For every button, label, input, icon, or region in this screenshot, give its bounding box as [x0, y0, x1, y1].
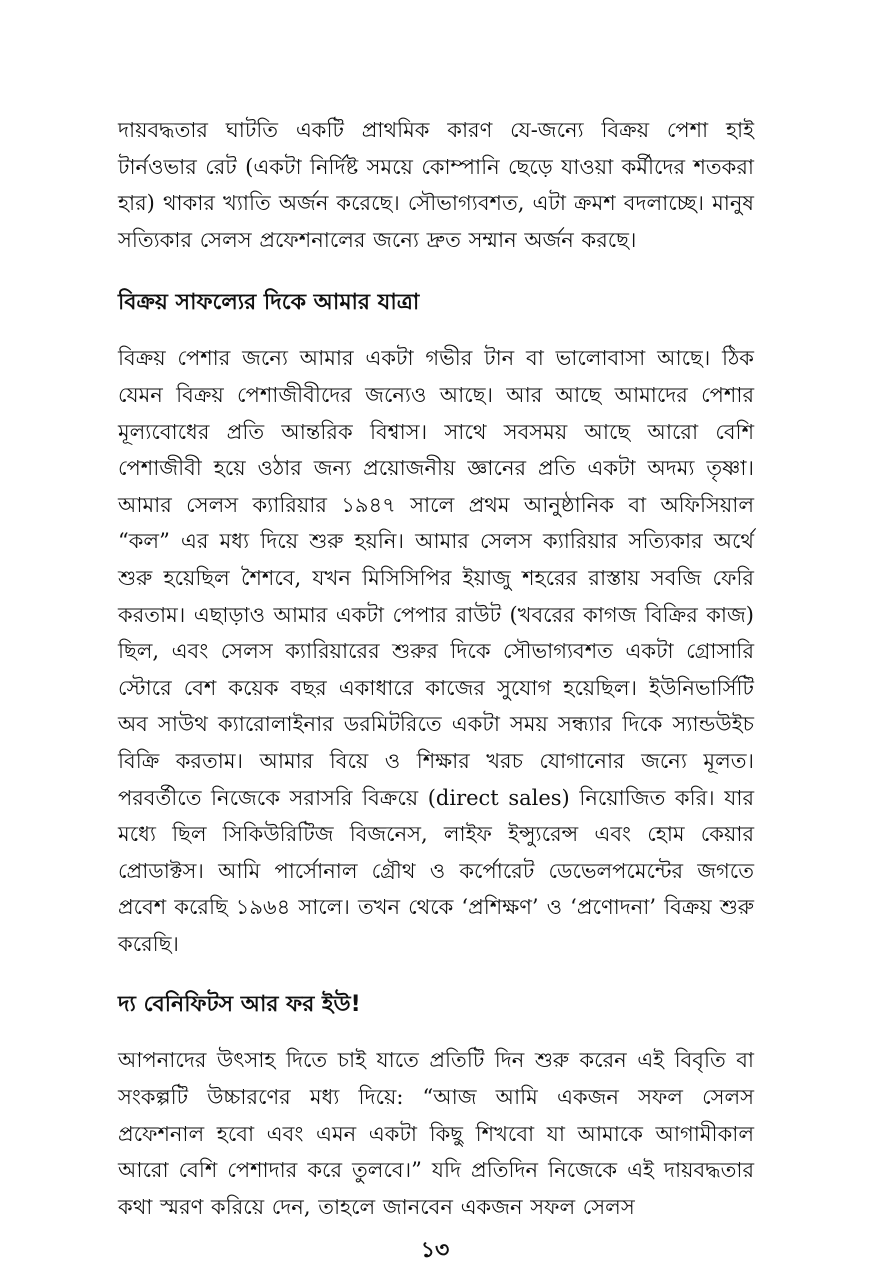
benefits-paragraph: আপনাদের উৎসাহ দিতে চাই যাতে প্রতিটি দিন শুরু করেন এই বিবৃতি বা সংকল্পটি উচ্চারণের মধ্য দিয়ে: “আজ আমি একজন সফল সেলস প্রফেশনাল হবো এবং এমন একটা কিছু শিখবো যা আমাকে আগামীকাল আরো বেশি পেশাদার করে তুলবে।” যদি প্রতিদিন নিজেকে এই দায়বদ্ধতার কথা স্মরণ করিয়ে দেন, তাহলে জানবেন একজন সফল সেলস [118, 1048, 754, 1219]
section-heading-benefits: দ্য বেনিফিটস আর ফর ইউ! [118, 992, 361, 1018]
journey-paragraph: বিক্রয় পেশার জন্যে আমার একটা গভীর টান বা ভালোবাসা আছে। ঠিক যেমন বিক্রয় পেশাজীবীদের জন্যেও আছে। আর আছে আমাদের পেশার মূল্যবোধের প্রতি আন্তরিক বিশ্বাস। সাথে সবসময় আছে আরো বেশি পেশাজীবী হয়ে ওঠার জন্য প্রয়োজনীয় জ্ঞানের প্রতি একটা অদম্য তৃষ্ণা। আমার সেলস ক্যারিয়ার ১৯৪৭ সালে প্রথম আনুষ্ঠানিক বা অফিসিয়াল “কল” এর মধ্য দিয়ে শুরু হয়নি। আমার সেলস ক্যারিয়ার সত্যিকার অর্থে শুরু হয়েছিল শৈশবে, যখন মিসিসিপির ইয়াজু শহরের রাস্তায় সবজি ফেরি করতাম। এছাড়াও আমার একটা পেপার রাউট (খবরের কাগজ বিক্রির কাজ) ছিল, এবং সেলস ক্যারিয়ারের শুরুর দিকে সৌভাগ্যবশত একটা গ্রোসারি স্টোরে বেশ কয়েক বছর একাধারে কাজের সুযোগ হয়েছিল। ইউনিভার্সিটি অব সাউথ ক্যারোলাইনার ডরমিটরিতে একটা সময় সন্ধ্যার দিকে স্যান্ডউইচ বিক্রি করতাম। আমার বিয়ে ও শিক্ষার খরচ যোগানোর জন্যে মূলত। পরবর্তীতে নিজেকে সরাসরি বিক্রয়ে (direct sales) নিয়োজিত করি। যার মধ্যে ছিল সিকিউরিটিজ বিজনেস, লাইফ ইন্স্যুরেন্স এবং হোম কেয়ার প্রোডাক্টস। আমি পার্সোনাল গ্রৌথ ও কর্পোরেট ডেভেলপমেন্টের জগতে প্রবেশ করেছি ১৯৬৪ সালে। তখন থেকে ‘প্রশিক্ষণ’ ও ‘প্রণোদনা’ বিক্রয় শুরু করেছি। [118, 346, 754, 956]
section-heading-journey: বিক্রয় সাফল্যের দিকে আমার যাত্রা [118, 290, 420, 316]
intro-paragraph: দায়বদ্ধতার ঘাটতি একটি প্রাথমিক কারণ যে-জন্যে বিক্রয় পেশা হাই টার্নওভার রেট (একটা নির্দিষ্ট সময়ে কোম্পানি ছেড়ে যাওয়া কর্মীদের শতকরা হার) থাকার খ্যাতি অর্জন করেছে। সৌভাগ্যবশত, এটা ক্রমশ বদলাচ্ছে। মানুষ সত্যিকার সেলস প্রফেশনালের জন্যে দ্রুত সম্মান অর্জন করছে। [118, 118, 754, 252]
page-number: ১৩ [420, 1238, 450, 1263]
page-content [118, 112, 754, 1225]
